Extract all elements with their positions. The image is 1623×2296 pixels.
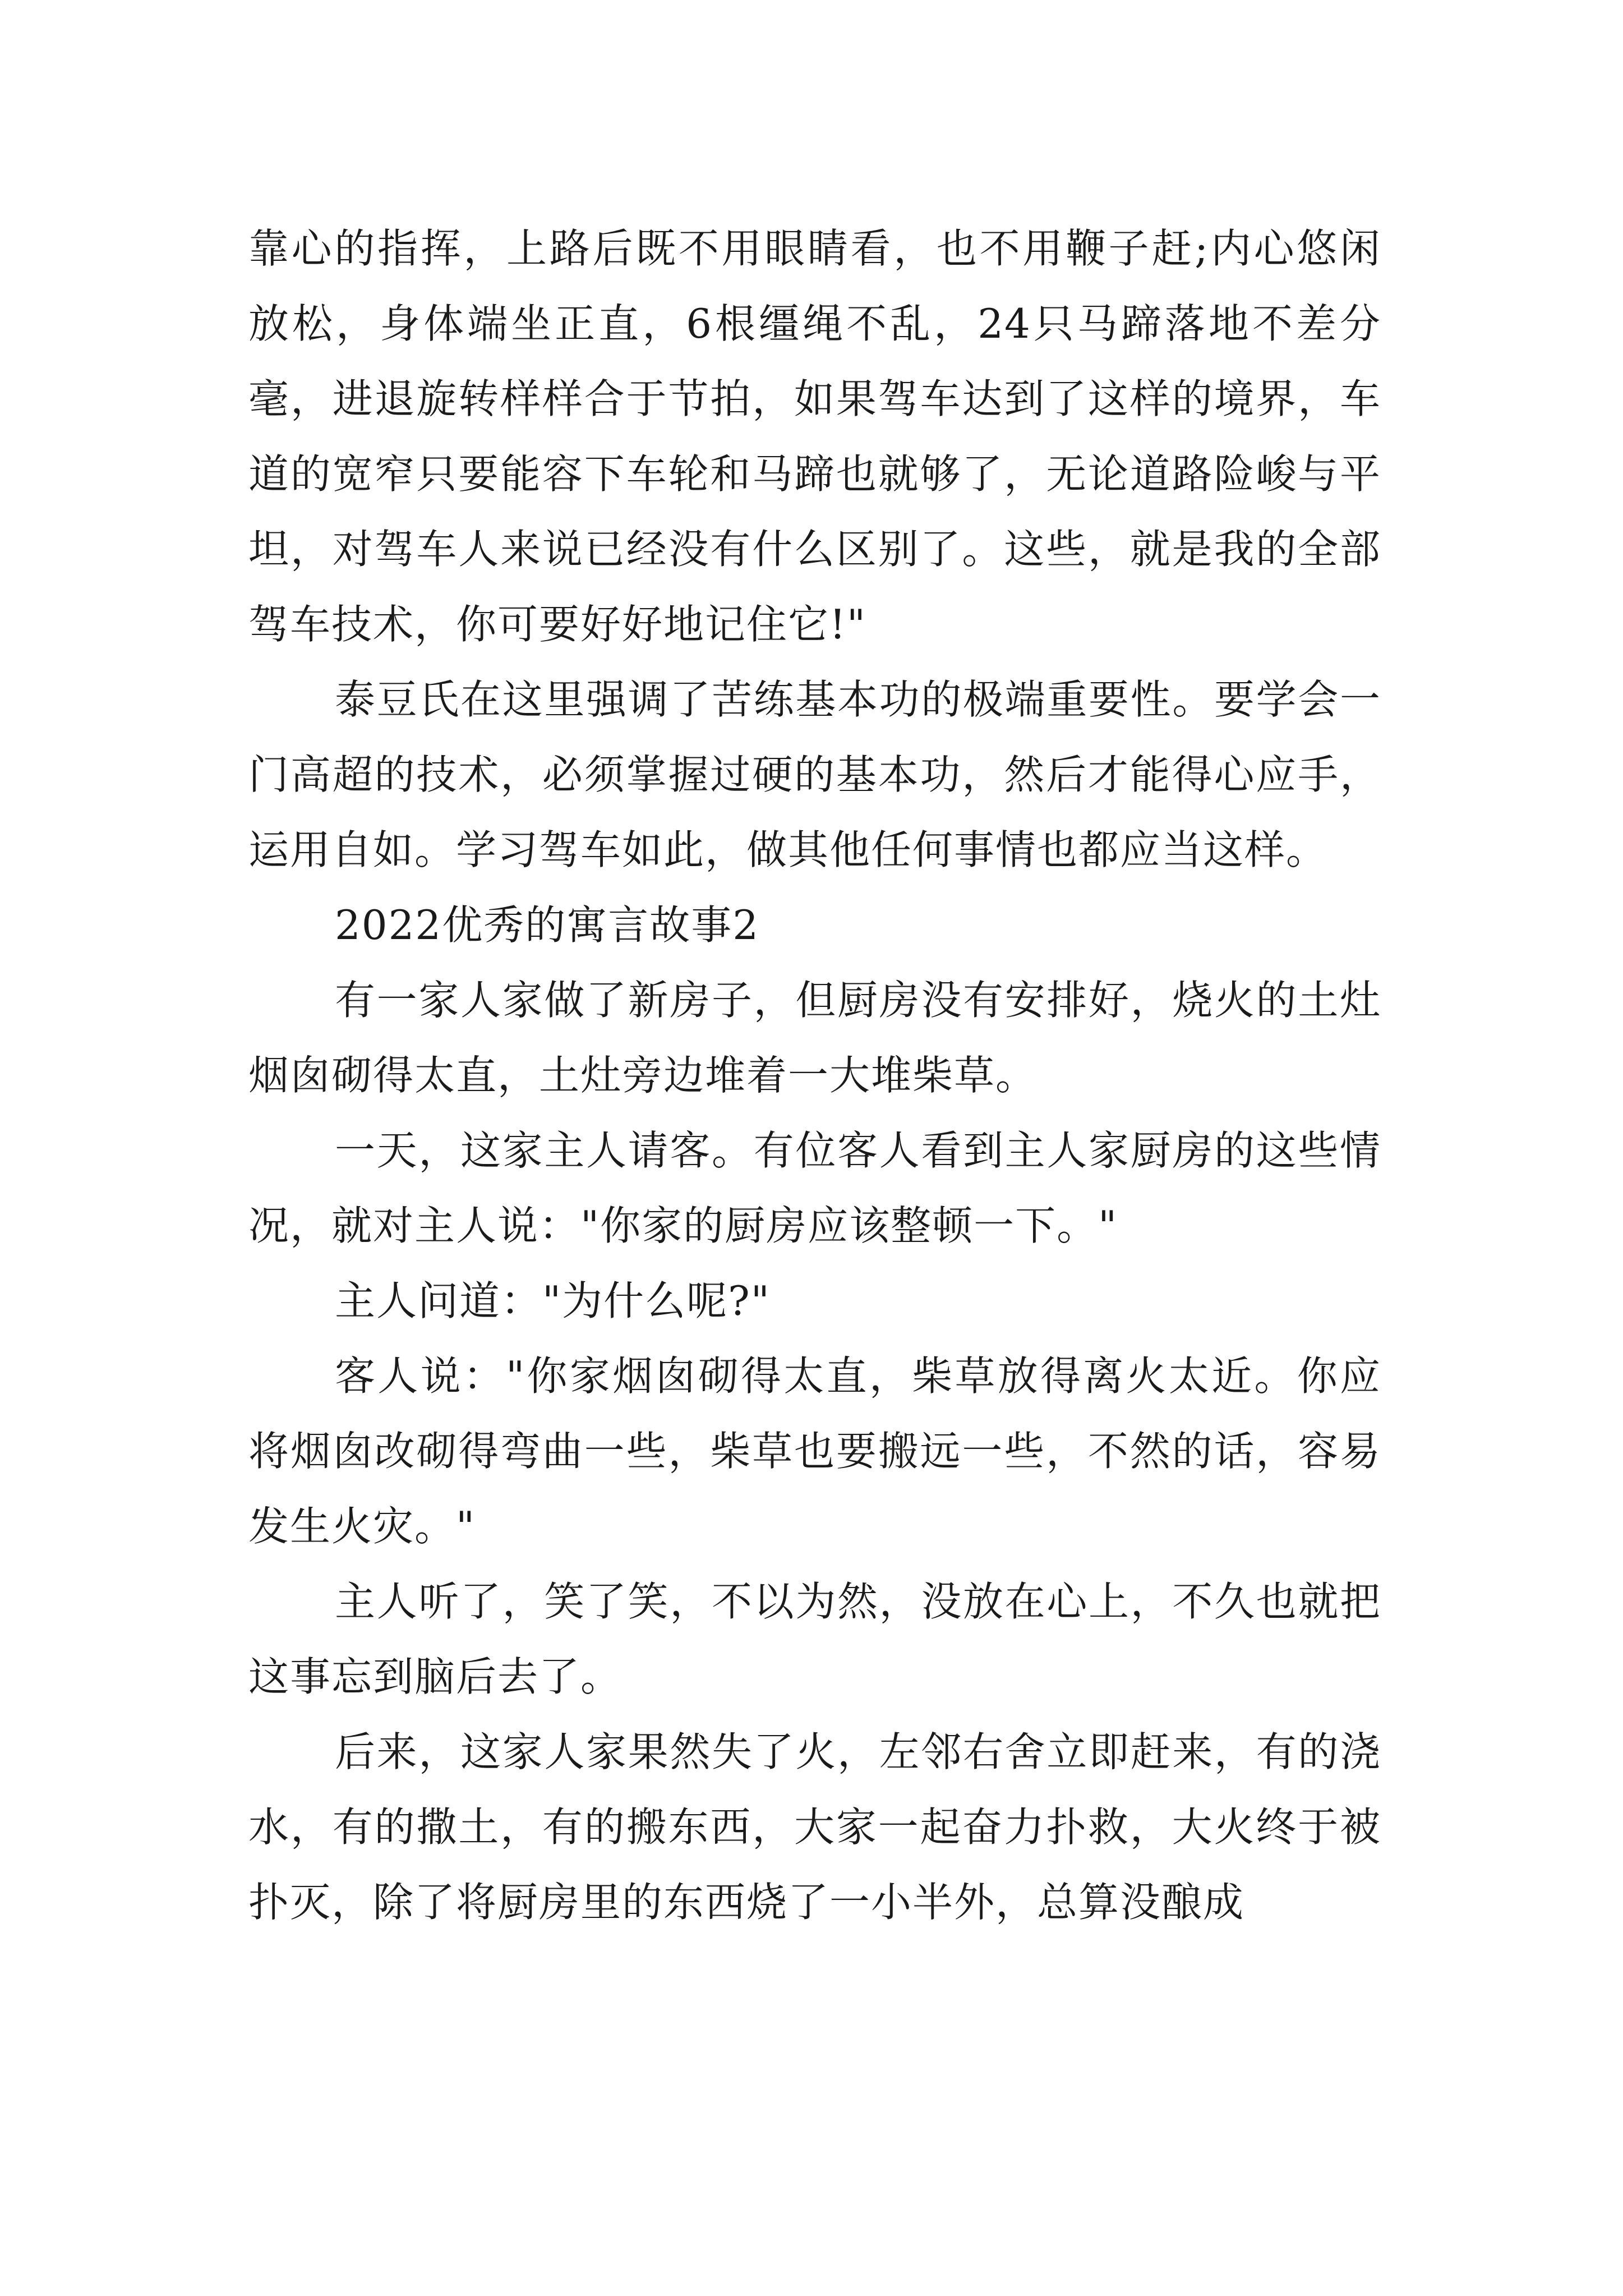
paragraph-host-question: 主人问道："为什么呢?" xyxy=(335,1277,771,1324)
paragraph-guest-reply: 客人说："你家烟囱砌得太直，柴草放得离火太近。你应将烟囱改砌得弯曲一些，柴草也要搬远一些，不然的话，容易发生火灾。" xyxy=(248,1352,1381,1550)
paragraph-fire: 后来，这家人家果然失了火，左邻右舍立即赶来，有的浇水，有的撒土，有的搬东西，大家一起奋力扑救，大火终于被扑灭，除了将厨房里的东西烧了一小半外，总算没酿成 xyxy=(248,1728,1381,1926)
section-heading: 2022优秀的寓言故事2 xyxy=(335,901,760,949)
document-body xyxy=(248,211,1381,1940)
paragraph-continuation: 靠心的指挥，上路后既不用眼睛看，也不用鞭子赶;内心悠闲放松，身体端坐正直，6根缰绳不乱，24只马蹄落地不差分毫，进退旋转样样合于节拍，如果驾车达到了这样的境界，车道的宽窄只要能容下车轮和马蹄也就够了，无论道路险峻与平坦，对驾车人来说已经没有什么区别了。这些，就是我的全部驾车技术，你可要好好地记住它!" xyxy=(248,225,1381,648)
paragraph-commentary: 泰豆氏在这里强调了苦练基本功的极端重要性。要学会一门高超的技术，必须掌握过硬的基本功，然后才能得心应手，运用自如。学习驾车如此，做其他任何事情也都应当这样。 xyxy=(248,676,1381,873)
paragraph-guest-advice: 一天，这家主人请客。有位客人看到主人家厨房的这些情况，就对主人说："你家的厨房应该整顿一下。" xyxy=(248,1127,1381,1249)
paragraph-host-ignores: 主人听了，笑了笑，不以为然，没放在心上，不久也就把这事忘到脑后去了。 xyxy=(248,1578,1381,1700)
paragraph-story-intro: 有一家人家做了新房子，但厨房没有安排好，烧火的土灶烟囱砌得太直，土灶旁边堆着一大堆柴草。 xyxy=(248,977,1381,1099)
